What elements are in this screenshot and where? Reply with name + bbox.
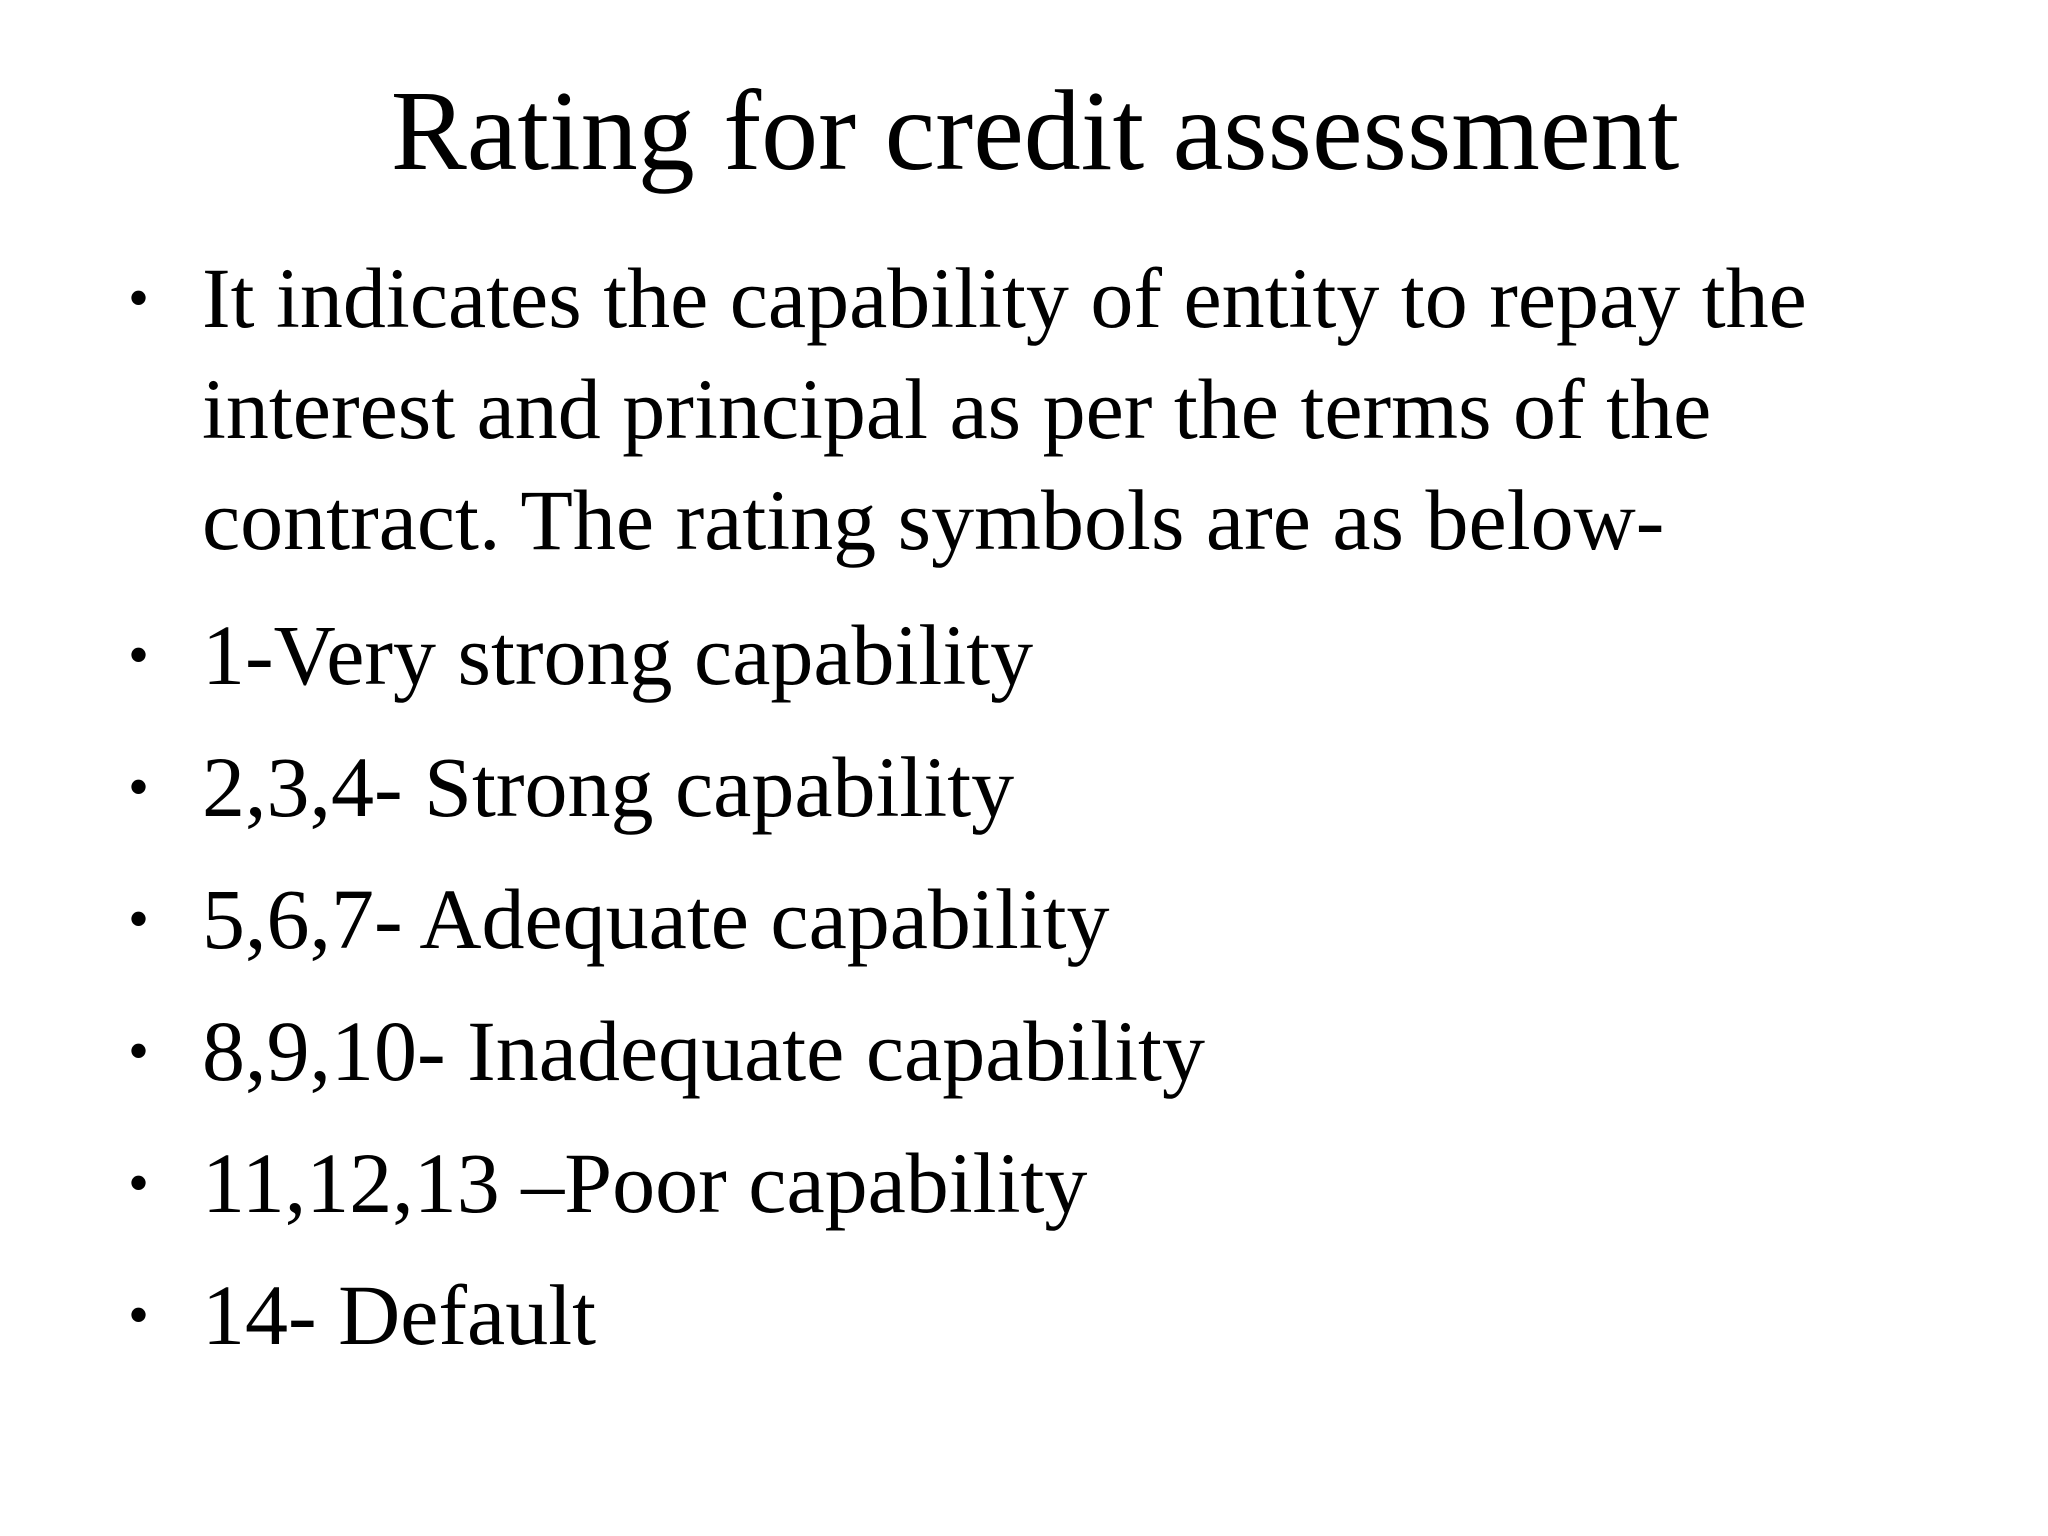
bullet-icon: • xyxy=(128,1150,150,1216)
bullet-item-rating-1 xyxy=(118,600,1978,711)
bullet-icon: • xyxy=(128,1282,150,1348)
bullet-icon: • xyxy=(128,886,150,952)
bullet-text: 2,3,4- Strong capability xyxy=(202,739,1015,835)
bullet-item-rating-5-7 xyxy=(118,864,1978,975)
bullet-item-rating-11-13 xyxy=(118,1128,1978,1239)
bullet-text: 5,6,7- Adequate capability xyxy=(202,871,1110,967)
bullet-icon: • xyxy=(128,1018,150,1084)
bullet-text: It indicates the capability of entity to repay the interest and principal as per the terms of the contract. The rating symbols are as below- xyxy=(202,250,1807,568)
bullet-list xyxy=(118,243,1978,1392)
bullet-item-description xyxy=(118,243,1978,576)
bullet-item-rating-8-10 xyxy=(118,996,1978,1107)
bullet-item-rating-2-4 xyxy=(118,732,1978,843)
bullet-icon: • xyxy=(128,622,150,688)
bullet-icon: • xyxy=(128,265,150,331)
bullet-text: 11,12,13 –Poor capability xyxy=(202,1135,1088,1231)
bullet-icon: • xyxy=(128,754,150,820)
bullet-text: 14- Default xyxy=(202,1267,597,1363)
bullet-item-rating-14 xyxy=(118,1260,1978,1371)
bullet-text: 8,9,10- Inadequate capability xyxy=(202,1003,1205,1099)
bullet-text: 1-Very strong capability xyxy=(202,607,1034,703)
slide-title: Rating for credit assessment xyxy=(390,67,1680,194)
